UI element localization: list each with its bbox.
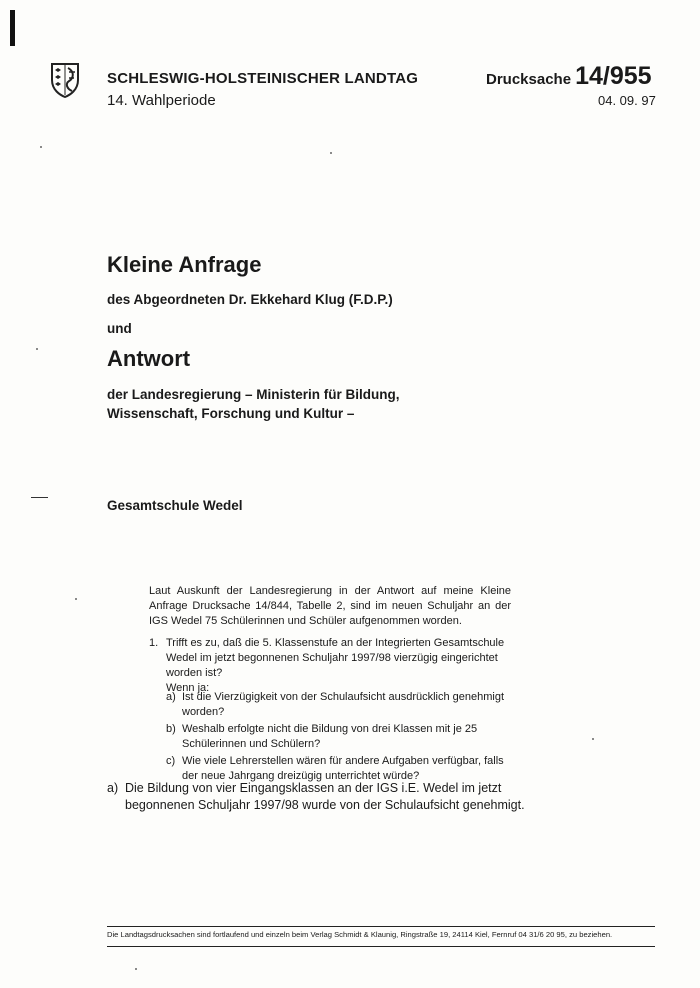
sub-question [166, 722, 511, 752]
question-text: Trifft es zu, daß die 5. Klassenstufe an der Integrierten Gesamtschule Wedel im jetzt begonnenen Schuljahr 1997/98 vierzügig eingerichtet worden ist? [166, 637, 505, 679]
footer-rule-top [107, 926, 655, 927]
inquiry-title: Kleine Anfrage [107, 252, 262, 277]
sub-question-list [166, 690, 511, 786]
question-1 [149, 636, 511, 696]
margin-dash [31, 497, 48, 498]
document-date: 04. 09. 97 [598, 93, 656, 108]
legislative-period: 14. Wahlperiode [107, 92, 216, 109]
sub-question-text: Wie viele Lehrerstellen wären für andere Aufgaben verfügbar, falls der neue Jahrgang dreizügig unterrichtet würde? [182, 755, 504, 782]
sub-question-label: a) [166, 691, 176, 703]
answer-a [107, 780, 527, 814]
scan-margin-bar [10, 10, 15, 46]
answer-text: Die Bildung von vier Eingangsklassen an der IGS i.E. Wedel im jetzt begonnenen Schuljahr 1997/98 wurde von der Schulaufsicht genehmigt. [125, 781, 525, 812]
drucksache-number: 14/955 [575, 62, 652, 90]
scan-speck [135, 968, 137, 970]
inquirer-line: des Abgeordneten Dr. Ekkehard Klug (F.D.P.) [107, 292, 393, 307]
conjunction-line: und [107, 321, 132, 336]
subject-heading: Gesamtschule Wedel [107, 498, 243, 513]
footer-rule-bottom [107, 946, 655, 947]
coat-of-arms-icon [50, 62, 80, 98]
drucksache-label: Drucksache [486, 71, 572, 88]
scan-speck [40, 146, 42, 148]
scan-speck [36, 348, 38, 350]
parliament-name: SCHLESWIG-HOLSTEINISCHER LANDTAG [107, 70, 419, 87]
scan-speck [592, 738, 594, 740]
respondent-block [107, 385, 427, 423]
answer-title: Antwort [107, 346, 191, 371]
question-number: 1. [149, 637, 159, 649]
sub-question-text: Weshalb erfolgte nicht die Bildung von drei Klassen mit je 25 Schülerinnen und Schülern? [182, 723, 478, 750]
scan-speck [75, 598, 77, 600]
scan-speck [330, 152, 332, 154]
footer-note: Die Landtagsdrucksachen sind fortlaufend und einzeln beim Verlag Schmidt & Klaunig, Ringstraße 19, 24114 Kiel, Fernruf 04 31/6 20 95, zu beziehen. [107, 930, 613, 939]
question-condition: Wenn ja: [166, 682, 210, 694]
sub-question [166, 690, 511, 720]
respondent-line-2: Wissenschaft, Forschung und Kultur – [107, 406, 355, 421]
answer-label: a) [107, 781, 119, 795]
sub-question-label: c) [166, 755, 176, 767]
sub-question-text: Ist die Vierzügigkeit von der Schulaufsicht ausdrücklich genehmigt worden? [182, 691, 505, 718]
respondent-line-1: der Landesregierung – Ministerin für Bildung, [107, 387, 400, 402]
sub-question-label: b) [166, 723, 176, 735]
document-number [486, 62, 652, 91]
inquiry-intro: Laut Auskunft der Landesregierung in der Antwort auf meine Kleine Anfrage Drucksache 14/844, Tabelle 2, sind im neuen Schuljahr an der IGS Wedel 75 Schülerinnen und Schüler aufgenommen worden. [149, 585, 511, 627]
